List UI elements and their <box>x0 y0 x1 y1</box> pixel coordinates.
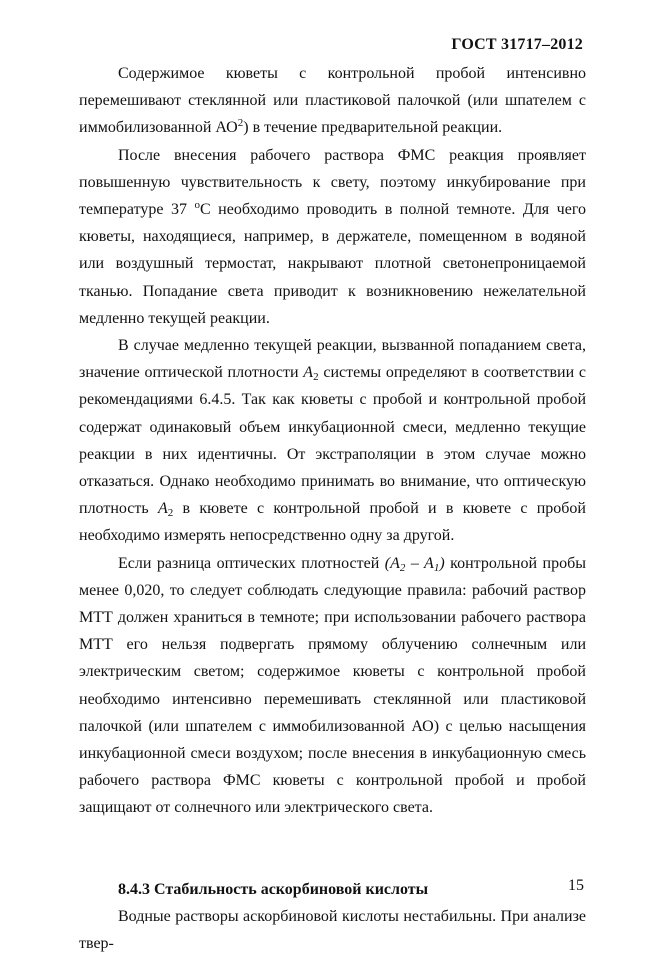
paragraph-text: В случае медленно текущей реакции, вызванной попаданием света, значение оптической плотности <box>79 337 586 382</box>
formula-part: (A <box>384 554 400 572</box>
document-body <box>79 60 586 957</box>
paragraph-ascorbic: Водные растворы аскорбиновой кислоты нестабильны. При анализе твер- <box>79 907 586 953</box>
formula <box>385 555 445 572</box>
paragraph-text: С необходимо проводить в полной темноте. Для чего кюветы, находящиеся, например, в держателе, помещенном в водяной или воздушный термостат, накрывают плотной светонепроницаемой тканью. Попадание света приводит к возникновению нежелательной медленно текущей реакции. <box>79 201 586 327</box>
formula-part: – A <box>405 554 434 572</box>
page-number: 15 <box>568 877 584 894</box>
subscript: 2 <box>399 561 406 574</box>
paragraph-text: ) в течение предварительной реакции. <box>243 119 503 137</box>
spacer <box>79 822 586 876</box>
paragraph-text: Если разница оптических плотностей <box>118 554 385 572</box>
variable-a: A <box>157 500 168 518</box>
subscript: 2 <box>167 507 174 520</box>
paragraph-text: Содержимое кюветы с контрольной пробой интенсивно перемешивают стеклянной или пластиковой палочкой (или шпателем с иммобилизованной АО <box>79 65 586 137</box>
paragraph-rules <box>79 550 586 822</box>
paragraph-text: После внесения рабочего раствора ФМС реакция проявляет повышенную чувствительность к свету, поэтому инкубирование при температуре 37 <box>79 146 586 219</box>
paragraph-slow-reaction <box>79 332 586 550</box>
standard-header: ГОСТ 31717–2012 <box>451 36 583 53</box>
variable-a: A <box>303 364 314 382</box>
subscript: 2 <box>313 371 319 384</box>
section-heading: 8.4.3 Стабильность аскорбиновой кислоты <box>118 880 429 898</box>
degree-sign: о <box>194 199 200 212</box>
paragraph-light-sensitivity <box>79 142 586 332</box>
subscript: 1 <box>433 561 440 574</box>
superscript-note: 2 <box>237 117 244 130</box>
formula-part: ) <box>439 554 445 572</box>
paragraph-text: контрольной пробы менее 0,020, то следует соблюдать следующие правила: рабочий раствор МТТ должен храниться в темноте; при использовании рабочего раствора МТТ его нельзя подвергать прямому облучению солнечным или электрическим светом; содержимое кюветы с контрольной пробой необходимо интенсивно перемешивать стеклянной или пластиковой палочкой (или шпателем с иммобилизованной АО) с целью насыщения инкубационной смеси воздухом; после внесения в инкубационную смесь рабочего раствора ФМС кюветы с контрольной пробой и пробой защищают от солнечного или электрического света. <box>79 554 586 817</box>
paragraph-text: в кювете с контрольной пробой и в кювете с пробой необходимо измерять непосредственно одну за другой. <box>79 500 586 545</box>
paragraph-text: системы определяют в соответствии с рекомендациями 6.4.5. Так как кюветы с пробой и контрольной пробой содержат одинаковый объем инкубационной смеси, медленно текущие реакции в них идентичны. От экстраполяции в этом случае можно отказаться. Однако необходимо принимать во внимание, что оптическую плотность <box>79 364 586 518</box>
paragraph-stirring <box>79 60 586 142</box>
